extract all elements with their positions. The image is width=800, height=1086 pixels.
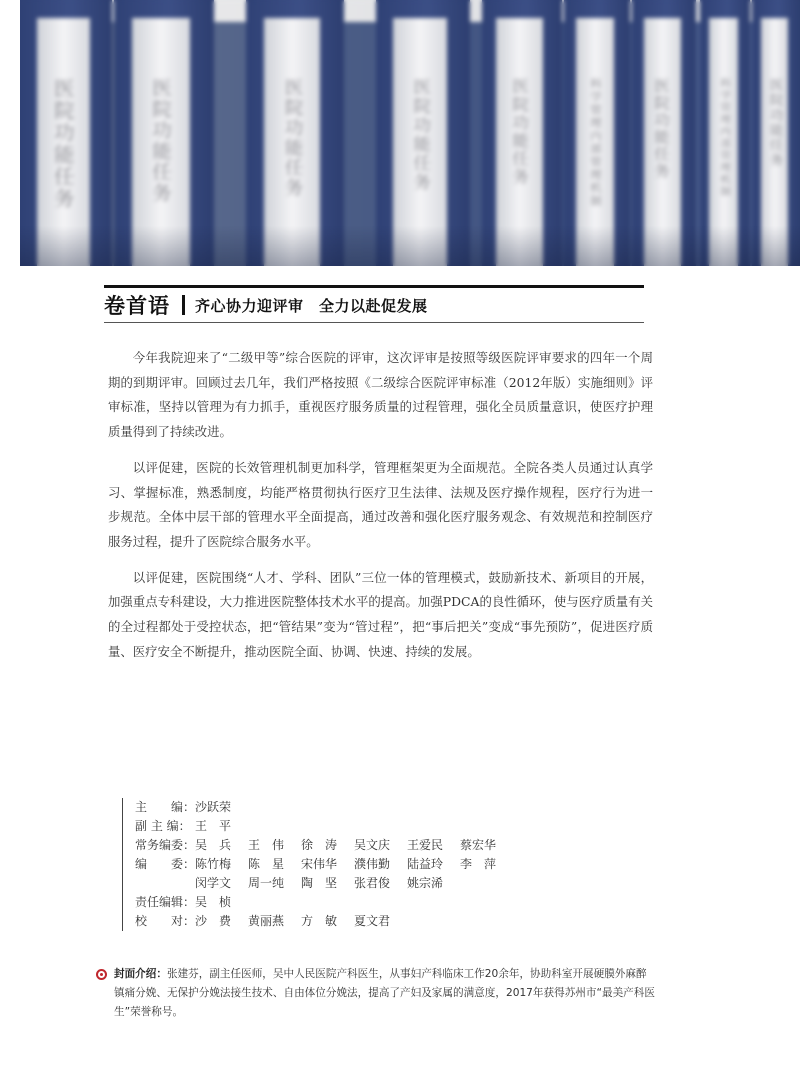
editor-role: 主 编： <box>135 800 196 814</box>
editor-name: 宋伟华 <box>301 857 338 871</box>
editor-row <box>135 912 542 931</box>
editor-name: 陈 星 <box>248 857 285 871</box>
section-heading <box>104 290 644 320</box>
editor-name: 吴文庆 <box>354 838 391 852</box>
editor-names <box>195 874 460 893</box>
binder-spine-text: 医院功能任务 <box>50 77 75 210</box>
editor-name: 沙跃荣 <box>195 800 232 814</box>
editor-name: 陈竹梅 <box>195 857 232 871</box>
editor-names <box>195 817 248 836</box>
editor-names <box>195 798 248 817</box>
editor-names <box>195 912 407 931</box>
binder-spine-text: 科学管理内部管理机制 <box>718 77 729 198</box>
binder-spine-text: 医院功能任务 <box>652 77 671 180</box>
editor-role: 副 主 编： <box>135 819 191 833</box>
article-body <box>108 346 653 675</box>
editor-row <box>135 798 542 817</box>
editor-names <box>195 855 513 874</box>
heading-rule-bottom <box>104 322 644 323</box>
editor-name: 蔡宏华 <box>460 838 497 852</box>
editor-role <box>135 874 195 893</box>
editor-name: 吴 桢 <box>195 895 232 909</box>
editor-name: 吴 兵 <box>195 838 232 852</box>
editor-name: 张君俊 <box>354 876 391 890</box>
editor-row <box>135 893 542 912</box>
editor-name: 陆益玲 <box>407 857 444 871</box>
editor-role: 编 委： <box>135 857 196 871</box>
editor-name: 王 平 <box>195 819 232 833</box>
binder-spine-text: 医院功能任务 <box>149 77 172 204</box>
binder-spine-text: 科学管理内部管理机制 <box>589 77 602 208</box>
editor-role: 校 对： <box>135 914 196 928</box>
cover-intro-text: 张建芬，副主任医师，吴中人民医院产科医生，从事妇产科临床工作20余年，协助科室开展硬膜外麻醉镇痛分娩、无保护分娩法接生技术、自由体位分娩法，提高了产妇及家属的满意度，2017年获得苏州市“最美产科医生”荣誉称号。 <box>114 968 655 1018</box>
cover-intro <box>96 965 656 1022</box>
editor-name: 濮伟勤 <box>354 857 391 871</box>
editorial-board <box>122 798 542 931</box>
hero-bottom-shade <box>20 226 800 266</box>
editor-row <box>135 874 542 893</box>
editor-row <box>135 817 542 836</box>
editor-row <box>135 855 542 874</box>
editor-name: 王爱民 <box>407 838 444 852</box>
editor-name: 徐 涛 <box>301 838 338 852</box>
editor-name: 姚宗浠 <box>407 876 444 890</box>
editor-row <box>135 836 542 855</box>
paragraph: 以评促建，医院围绕“人才、学科、团队”三位一体的管理模式，鼓励新技术、新项目的开展，加强重点专科建设，大力推进医院整体技术水平的提高。加强PDCA的良性循环，使与医疗质量有关的全过程都处于受控状态，把“管结果”变为“管过程”，把“事后把关”变成“事先预防”，促进医疗质量、医疗安全不断提升，推动医院全面、协调、快速、持续的发展。 <box>108 569 653 659</box>
editor-name: 沙 费 <box>195 914 232 928</box>
paragraph: 以评促建，医院的长效管理机制更加科学，管理框架更为全面规范。全院各类人员通过认真学习、掌握标准，熟悉制度，均能严格贯彻执行医疗卫生法律、法规及医疗操作规程，医疗行为进一步规范。全体中层干部的管理水平全面提高，通过改善和强化医疗服务观念、有效规范和控制医疗服务过程，提升了医院综合服务水平。 <box>108 459 653 549</box>
cover-intro-label: 封面介绍： <box>114 968 167 980</box>
editor-role: 责任编辑： <box>135 895 196 909</box>
editor-name: 李 萍 <box>460 857 497 871</box>
section-title: 卷首语 <box>104 294 170 318</box>
editor-names <box>195 893 248 912</box>
editor-role: 常务编委： <box>135 838 196 852</box>
binder-spine-text: 医院功能任务 <box>510 77 530 186</box>
binder-spine-text: 医院功能任务 <box>767 77 783 168</box>
binder-spine-text: 医院功能任务 <box>409 77 430 192</box>
editor-name: 周一纯 <box>248 876 285 890</box>
paragraph: 今年我院迎来了“二级甲等”综合医院的评审，这次评审是按照等级医院评审要求的四年一个周期的到期评审。回顾过去几年，我们严格按照《二级综合医院评审标准（2012年版）实施细则》评审标准，坚持以管理为有力抓手，重视医疗服务质量的过程管理，强化全员质量意识，使医疗护理质量得到了持续改进。 <box>108 350 653 440</box>
editor-name: 夏文君 <box>354 914 391 928</box>
heading-divider <box>182 295 185 315</box>
editor-name: 闵学文 <box>195 876 232 890</box>
editor-name: 黄丽燕 <box>248 914 285 928</box>
hero-photo <box>20 0 800 266</box>
editor-names <box>195 836 513 855</box>
cover-intro-text-block <box>96 965 656 1022</box>
section-subtitle: 齐心协力迎评审 全力以赴促发展 <box>195 296 428 315</box>
editor-name: 方 敏 <box>301 914 338 928</box>
editor-name: 陶 坚 <box>301 876 338 890</box>
editor-name: 王 伟 <box>248 838 285 852</box>
heading-rule-top <box>104 285 644 288</box>
binder-spine-text: 医院功能任务 <box>282 77 304 198</box>
